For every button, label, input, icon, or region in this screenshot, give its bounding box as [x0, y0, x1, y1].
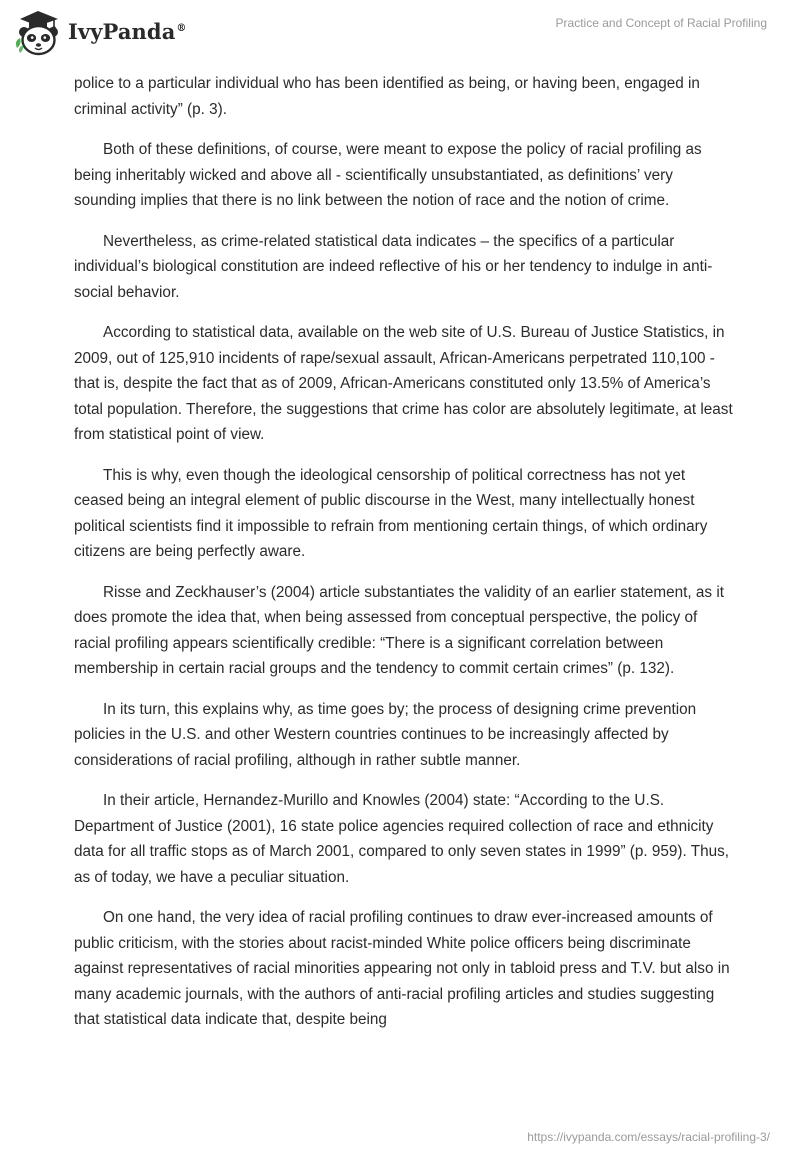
- document-title: Practice and Concept of Racial Profiling: [555, 16, 767, 30]
- panda-logo-icon: [14, 8, 64, 56]
- source-url[interactable]: https://ivypanda.com/essays/racial-profiling-3/: [527, 1130, 770, 1144]
- page-header: [0, 0, 800, 70]
- paragraph-7: In its turn, this explains why, as time goes by; the process of designing crime prevention policies in the U.S. and other Western countries continues to be increasingly affected by considerations of racial profiling, although in rather subtle manner.: [74, 700, 697, 769]
- registered-mark: ®: [176, 22, 187, 34]
- paragraph-6: Risse and Zeckhauser’s (2004) article substantiates the validity of an earlier statement, as it does promote the idea that, when being assessed from conceptual perspective, the policy of racial profiling appears scientifically credible: “There is a significant correlation between membership in certain racial groups and the tendency to commit certain crimes” (p. 132).: [74, 583, 724, 677]
- brand-name: IvyPanda®: [68, 18, 187, 44]
- paragraph-8: In their article, Hernandez-Murillo and Knowles (2004) state: “According to the U.S. Department of Justice (2001), 16 state police agencies required collection of race and ethnicity data for all traffic stops as of March 2001, compared to only seven states in 1999” (p. 959). Thus, as of today, we have a peculiar situation.: [74, 792, 730, 886]
- logo[interactable]: [14, 8, 187, 56]
- paragraph-4: According to statistical data, available on the web site of U.S. Bureau of Justice Statistics, in 2009, out of 125,910 incidents of rape/sexual assault, African-Americans perpetrated 110,100 - that is, despite the fact that as of 2009, African-Americans constituted only 13.5% of America’s total population. Therefore, the suggestions that crime has color are absolutely legitimate, at least from statistical point of view.: [74, 324, 733, 443]
- essay-body: [74, 71, 734, 1048]
- paragraph-5: This is why, even though the ideological censorship of political correctness has not yet ceased being an integral element of public discourse in the West, many intellectually honest political scientists find it impossible to refrain from mentioning certain things, of which ordinary citizens are being perfectly aware.: [74, 466, 708, 560]
- paragraph-1: police to a particular individual who has been identified as being, or having been, engaged in criminal activity” (p. 3).: [74, 75, 700, 118]
- paragraph-3: Nevertheless, as crime-related statistical data indicates – the specifics of a particular individual’s biological constitution are indeed reflective of his or her tendency to indulge in anti-social behavior.: [74, 232, 713, 301]
- paragraph-9: On one hand, the very idea of racial profiling continues to draw ever-increased amounts of public criticism, with the stories about racist-minded White police officers being discriminate against representatives of racial minorities appearing not only in tabloid press and T.V. but also in many academic journals, with the authors of anti-racial profiling articles and studies suggesting that statistical data indicate that, despite being: [74, 909, 730, 1028]
- paragraph-2: Both of these definitions, of course, were meant to expose the policy of racial profiling as being inheritably wicked and above all - scientifically unsubstantiated, as definitions’ very sounding implies that there is no link between the notion of race and the notion of crime.: [74, 141, 702, 209]
